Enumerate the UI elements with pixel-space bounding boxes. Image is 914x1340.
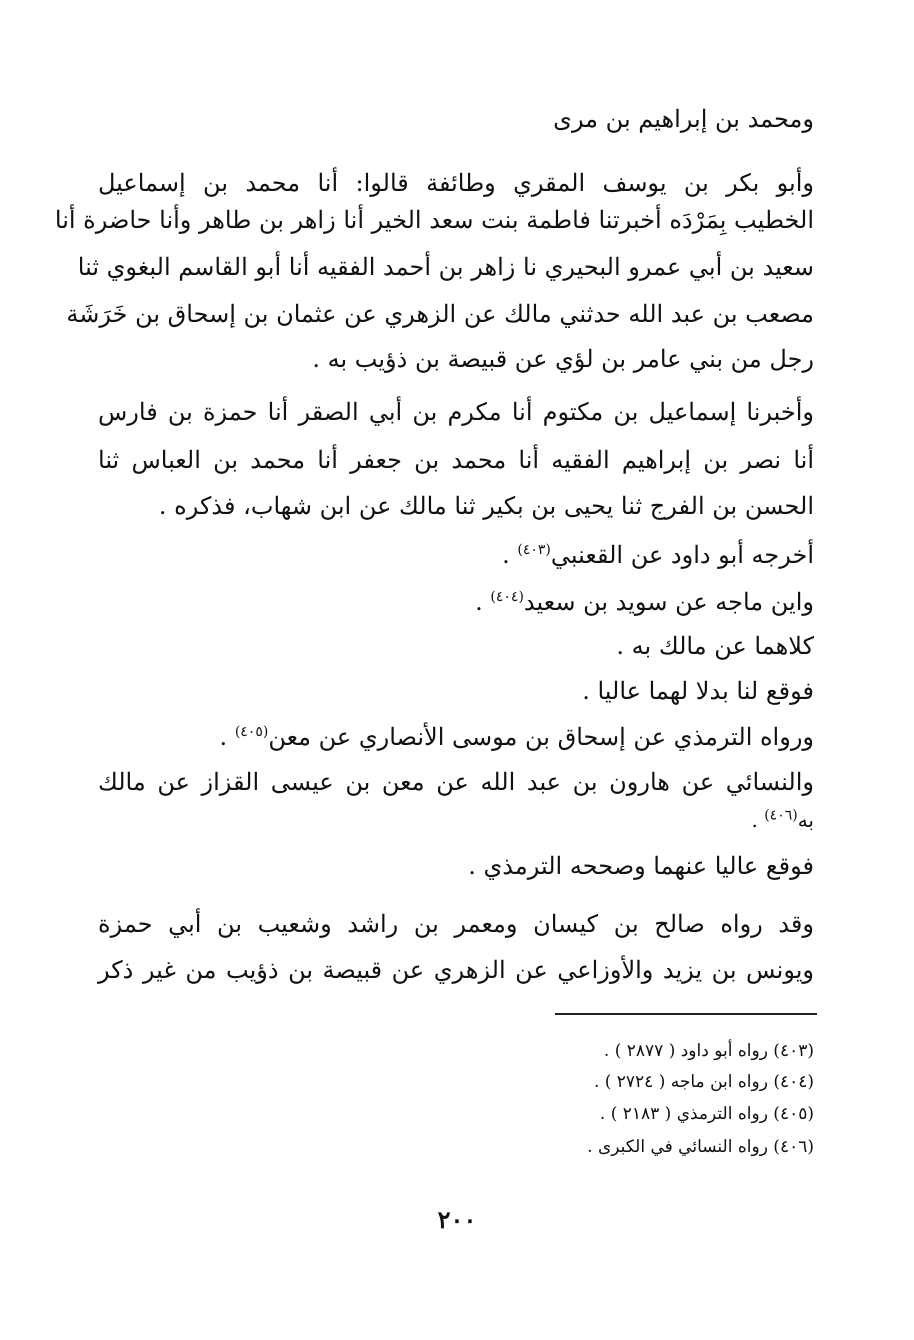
footnote: (٤٠٣) رواه أبو داود ( ٢٨٧٧ ) .: [603, 1041, 814, 1061]
text-line: الخطيب بِمَرْدَه أخبرتنا فاطمة بنت سعد الخير أنا زاهر بن طاهر وأنا حاضرة أنا: [54, 206, 814, 234]
reference-line: [98, 800, 814, 840]
reference-line: [98, 671, 814, 711]
reference-line: [98, 762, 814, 802]
footnote: (٤٠٥) رواه الترمذي ( ٢١٨٣ ) .: [599, 1104, 814, 1124]
reference-text: كلاهما عن مالك به .: [616, 632, 814, 660]
line-end: .: [502, 541, 518, 569]
reference-text: فوقع عاليا عنهما وصححه الترمذي .: [468, 852, 814, 880]
reference-text: فوقع لنا بدلا لهما عاليا .: [582, 677, 814, 705]
line-end: .: [751, 808, 765, 832]
page-number: ٢٠٠: [437, 1205, 477, 1234]
reference-line: [98, 717, 814, 757]
text-line: سعيد بن أبي عمرو البحيري نا زاهر بن أحمد الفقيه أنا أبو القاسم البغوي ثنا: [77, 253, 814, 281]
text-line: رجل من بني عامر بن لؤي عن قبيصة بن ذؤيب به .: [312, 345, 814, 373]
text-line: وأخبرنا إسماعيل بن مكتوم أنا مكرم بن أبي الصقر أنا حمزة بن فارس: [98, 398, 814, 426]
reference-line: [98, 626, 814, 666]
footnote-marker: (٤٠٤): [490, 589, 524, 605]
footnote: (٤٠٤) رواه ابن ماجه ( ٢٧٢٤ ) .: [593, 1072, 814, 1092]
text-line: الحسن بن الفرج ثنا يحيى بن بكير ثنا مالك عن ابن شهاب، فذكره .: [158, 492, 814, 520]
text-line: ومحمد بن إبراهيم بن مرى: [553, 105, 814, 133]
footnote-marker: (٤٠٥): [234, 724, 269, 740]
footnote-divider: [555, 1013, 817, 1015]
text-line: مصعب بن عبد الله حدثني مالك عن الزهري عن عثمان بن إسحاق بن خَرَشَة: [66, 300, 814, 328]
reference-text: أخرجه أبو داود عن القعنبي: [550, 541, 814, 569]
reference-text: واين ماجه عن سويد بن سعيد: [523, 588, 814, 616]
text-line: أنا نصر بن إبراهيم الفقيه أنا محمد بن جعفر أنا محمد بن العباس ثنا: [98, 446, 814, 474]
reference-line: [98, 535, 814, 575]
reference-line: [98, 582, 814, 622]
footnote-marker: (٤٠٦): [764, 807, 798, 824]
text-line: وقد رواه صالح بن كيسان ومعمر بن راشد وشعيب بن أبي حمزة: [98, 910, 814, 938]
text-line: ويونس بن يزيد والأوزاعي عن الزهري عن قبيصة بن ذؤيب من غير ذكر: [98, 956, 814, 984]
footnote: (٤٠٦) رواه النسائي في الكبرى .: [587, 1137, 814, 1157]
line-end: .: [475, 588, 491, 616]
line-end: .: [219, 723, 235, 751]
reference-line: [98, 846, 814, 886]
reference-text: والنسائي عن هارون بن عبد الله عن معن بن عيسى القزاز عن مالك: [98, 768, 814, 796]
footnote-marker: (٤٠٣): [517, 542, 551, 558]
reference-text: به: [797, 808, 814, 832]
reference-text: ورواه الترمذي عن إسحاق بن موسى الأنصاري عن معن: [268, 723, 814, 751]
text-line: وأبو بكر بن يوسف المقري وطائفة قالوا: أنا محمد بن إسماعيل: [98, 169, 814, 197]
